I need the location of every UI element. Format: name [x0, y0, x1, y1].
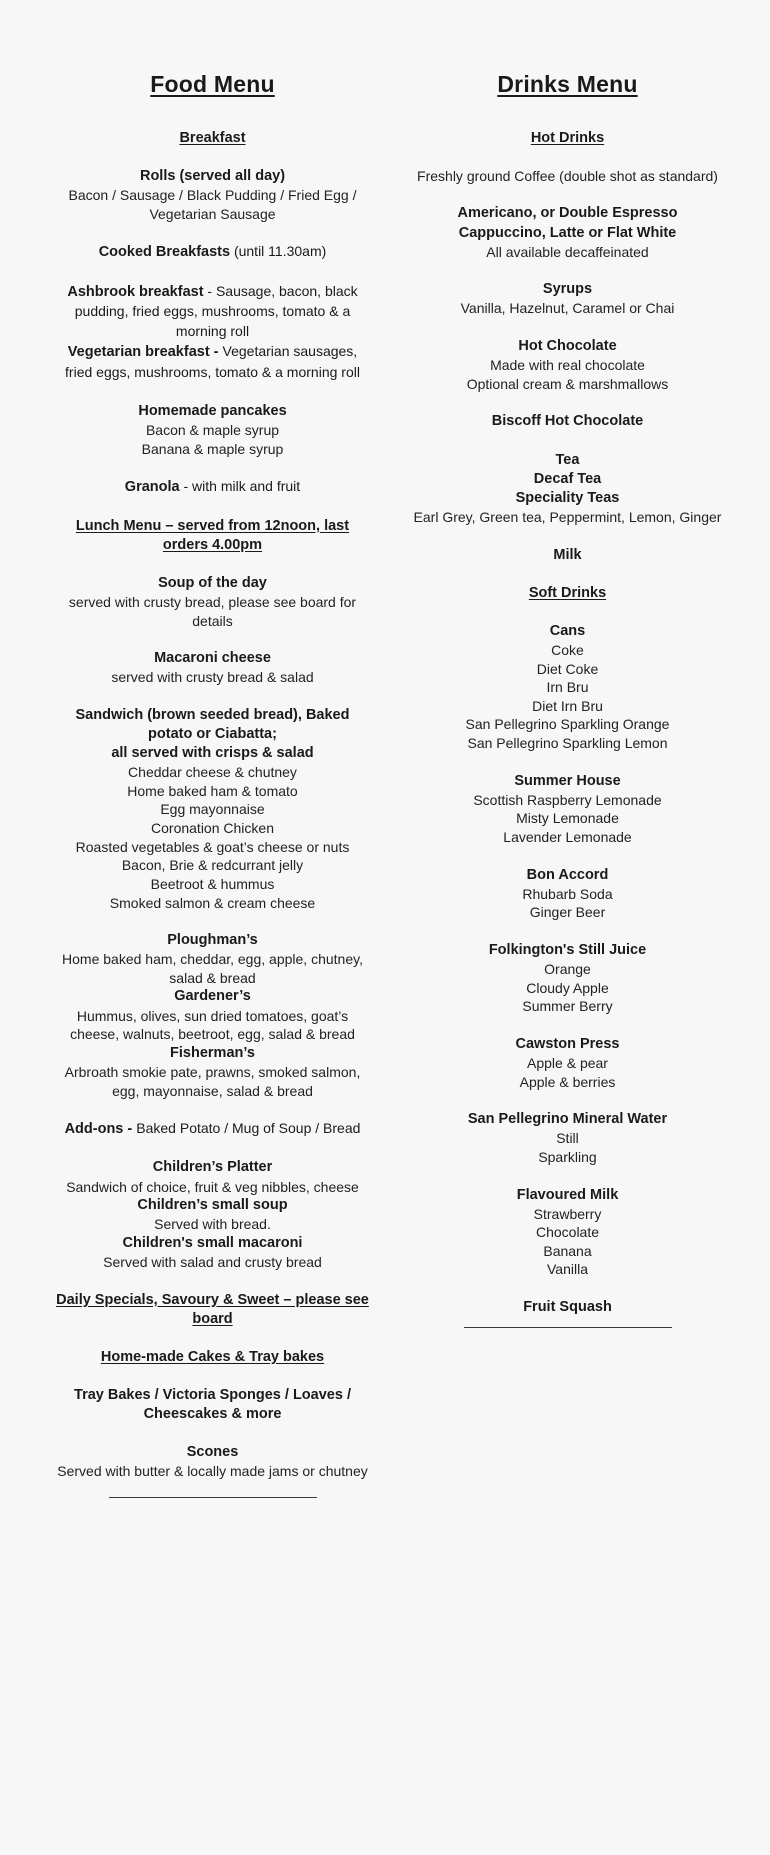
pancakes-option-bacon: Bacon & maple syrup — [145, 422, 280, 439]
coffee-description: Freshly ground Coffee (double shot as standard) — [417, 167, 718, 184]
drinks-group-item: Vanilla — [547, 1261, 588, 1278]
platter-description: Home baked ham, cheddar, egg, apple, chutney, salad & bread — [62, 951, 363, 986]
fruit-squash-title: Fruit Squash — [523, 1299, 612, 1316]
drinks-group-item: Irn Bru — [546, 679, 589, 696]
childrens-item-description: Served with salad and crusty bread — [103, 1254, 322, 1271]
sandwich-title-line1: Sandwich (brown seeded bread), Baked potato or Ciabatta; — [75, 706, 350, 742]
sandwich-filling: Bacon, Brie & redcurrant jelly — [121, 857, 304, 874]
coffee-types-line2: Cappuccino, Latte or Flat White — [458, 224, 677, 241]
tea-title: Tea — [555, 451, 580, 468]
drinks-menu-title: Drinks Menu — [497, 71, 638, 97]
platter-title: Fisherman’s — [170, 1044, 255, 1061]
scones-description: Served with butter & locally made jams or chutney — [57, 1463, 368, 1480]
sandwich-filling: Smoked salmon & cream cheese — [109, 894, 316, 911]
hot-drinks-section-heading: Hot Drinks — [530, 129, 605, 146]
food-menu-footer-rule-wrap — [55, 1481, 370, 1498]
sandwich-filling: Egg mayonnaise — [160, 801, 265, 818]
drinks-menu-column — [400, 70, 735, 1328]
drinks-group-item: San Pellegrino Sparkling Lemon — [467, 734, 668, 751]
drinks-group-item: Diet Irn Bru — [532, 697, 603, 714]
food-menu-footer-rule — [109, 1497, 317, 1498]
drinks-group-title: San Pellegrino Mineral Water — [467, 1111, 668, 1128]
drinks-group-item: Banana — [543, 1242, 592, 1259]
drinks-group-item: Scottish Raspberry Lemonade — [473, 791, 662, 808]
pancakes-option-banana: Banana & maple syrup — [141, 440, 284, 457]
speciality-teas-description: Earl Grey, Green tea, Peppermint, Lemon, Ginger — [413, 508, 722, 525]
cooked-breakfasts-title — [55, 242, 370, 262]
cooked-breakfasts-label: Cooked Breakfasts — [98, 244, 231, 261]
drinks-group-item: Chocolate — [535, 1224, 600, 1241]
sandwich-filling: Coronation Chicken — [151, 820, 274, 837]
daily-specials-heading: Daily Specials, Savoury & Sweet – please see board — [56, 1291, 369, 1327]
syrups-description: Vanilla, Hazelnut, Caramel or Chai — [460, 300, 675, 317]
drinks-menu-footer-rule-wrap — [410, 1317, 725, 1328]
ashbrook-breakfast-label: Ashbrook breakfast — [67, 283, 204, 300]
drinks-group-title: Flavoured Milk — [516, 1186, 619, 1203]
drinks-menu-footer-rule — [464, 1327, 672, 1328]
hot-chocolate-description: Made with real chocolate — [490, 357, 645, 374]
speciality-teas-title: Speciality Teas — [515, 489, 620, 506]
drinks-group-item: Diet Coke — [536, 660, 599, 677]
drinks-group-item: Strawberry — [533, 1205, 602, 1222]
drinks-group-title: Cawston Press — [515, 1035, 620, 1052]
drinks-group-item: Coke — [551, 641, 584, 658]
macaroni-title: Macaroni cheese — [154, 650, 271, 667]
drinks-group-title: Bon Accord — [526, 866, 609, 883]
drinks-group-item: Apple & berries — [519, 1073, 616, 1090]
sandwich-filling: Roasted vegetables & goat’s cheese or nuts — [75, 838, 350, 855]
granola-item — [55, 477, 370, 497]
coffee-decaf-note: All available decaffeinated — [486, 243, 649, 260]
cakes-varieties: Tray Bakes / Victoria Sponges / Loaves / Cheescakes & more — [74, 1387, 351, 1423]
childrens-item-description: Served with bread. — [154, 1216, 271, 1233]
drinks-group-item: Orange — [544, 960, 591, 977]
decaf-tea-title: Decaf Tea — [533, 470, 602, 487]
scones-title: Scones — [186, 1444, 239, 1461]
milk-title: Milk — [553, 546, 582, 563]
vegetarian-breakfast — [55, 342, 370, 383]
granola-label: Granola — [124, 479, 180, 496]
sandwich-filling: Cheddar cheese & chutney — [128, 764, 297, 781]
rolls-description: Bacon / Sausage / Black Pudding / Fried Egg / Vegetarian Sausage — [68, 187, 357, 222]
drinks-group-item: Ginger Beer — [529, 904, 606, 921]
platter-description: Hummus, olives, sun dried tomatoes, goat’s cheese, walnuts, beetroot, egg, salad & bread — [70, 1007, 355, 1043]
menu-columns — [0, 70, 770, 1498]
pancakes-title: Homemade pancakes — [138, 402, 287, 419]
drinks-group-item: Cloudy Apple — [526, 979, 609, 996]
hot-chocolate-title: Hot Chocolate — [518, 338, 617, 355]
addons-item — [55, 1119, 370, 1139]
childrens-item-title: Children's small macaroni — [122, 1234, 303, 1251]
drinks-group-item: Rhubarb Soda — [522, 885, 613, 902]
ashbrook-breakfast — [55, 282, 370, 343]
drinks-group-title: Cans — [549, 622, 586, 639]
drinks-group-item: Summer Berry — [522, 998, 613, 1015]
cakes-section-heading: Home-made Cakes & Tray bakes — [100, 1348, 325, 1365]
drinks-group-item: Lavender Lemonade — [503, 828, 632, 845]
drinks-group-item: Misty Lemonade — [516, 810, 619, 827]
soft-drinks-section-heading: Soft Drinks — [528, 584, 607, 601]
drinks-group-item: Apple & pear — [527, 1054, 608, 1071]
sandwich-filling: Beetroot & hummus — [150, 875, 275, 892]
vegetarian-breakfast-description: Vegetarian sausages, fried eggs, mushrooms, tomato & a morning roll — [65, 343, 360, 380]
macaroni-description: served with crusty bread & salad — [111, 669, 314, 686]
sandwich-filling: Home baked ham & tomato — [127, 782, 298, 799]
drinks-group-item: Still — [556, 1130, 579, 1147]
syrups-title: Syrups — [542, 281, 593, 298]
biscoff-hot-chocolate-title: Biscoff Hot Chocolate — [491, 413, 644, 430]
drinks-group-title: Folkington's Still Juice — [488, 941, 647, 958]
drinks-group-item: San Pellegrino Sparkling Orange — [465, 716, 670, 733]
childrens-item-title: Children’s small soup — [137, 1197, 288, 1214]
sandwich-title-line2: all served with crisps & salad — [111, 745, 314, 762]
food-menu-column — [45, 70, 380, 1498]
lunch-section-heading: Lunch Menu – served from 12noon, last orders 4.00pm — [75, 517, 350, 553]
granola-description: - with milk and fruit — [179, 478, 301, 495]
vegetarian-breakfast-label: Vegetarian breakfast - — [67, 344, 223, 361]
addons-description: Baked Potato / Mug of Soup / Bread — [136, 1120, 361, 1137]
cooked-breakfasts-time: (until 11.30am) — [230, 243, 327, 260]
drinks-group-title: Summer House — [514, 772, 621, 789]
childrens-item-title: Children’s Platter — [152, 1159, 273, 1176]
soup-title: Soup of the day — [158, 574, 267, 591]
ashbrook-breakfast-description: - Sausage, bacon, black pudding, fried eggs, mushrooms, tomato & a morning roll — [74, 282, 358, 340]
breakfast-section-heading: Breakfast — [179, 129, 246, 146]
platter-title: Ploughman’s — [167, 932, 258, 949]
food-menu-title: Food Menu — [150, 71, 275, 97]
rolls-title: Rolls (served all day) — [139, 167, 286, 184]
platter-title: Gardener’s — [174, 988, 251, 1005]
platter-description: Arbroath smokie pate, prawns, smoked salmon, egg, mayonnaise, salad & bread — [64, 1063, 361, 1099]
childrens-item-description: Sandwich of choice, fruit & veg nibbles, cheese — [66, 1178, 359, 1195]
drinks-group-item: Sparkling — [538, 1148, 597, 1165]
addons-label: Add-ons - — [64, 1121, 137, 1138]
hot-chocolate-extras: Optional cream & marshmallows — [466, 375, 669, 392]
coffee-types-line1: Americano, or Double Espresso — [457, 205, 678, 222]
soup-description: served with crusty bread, please see board for details — [68, 593, 357, 629]
